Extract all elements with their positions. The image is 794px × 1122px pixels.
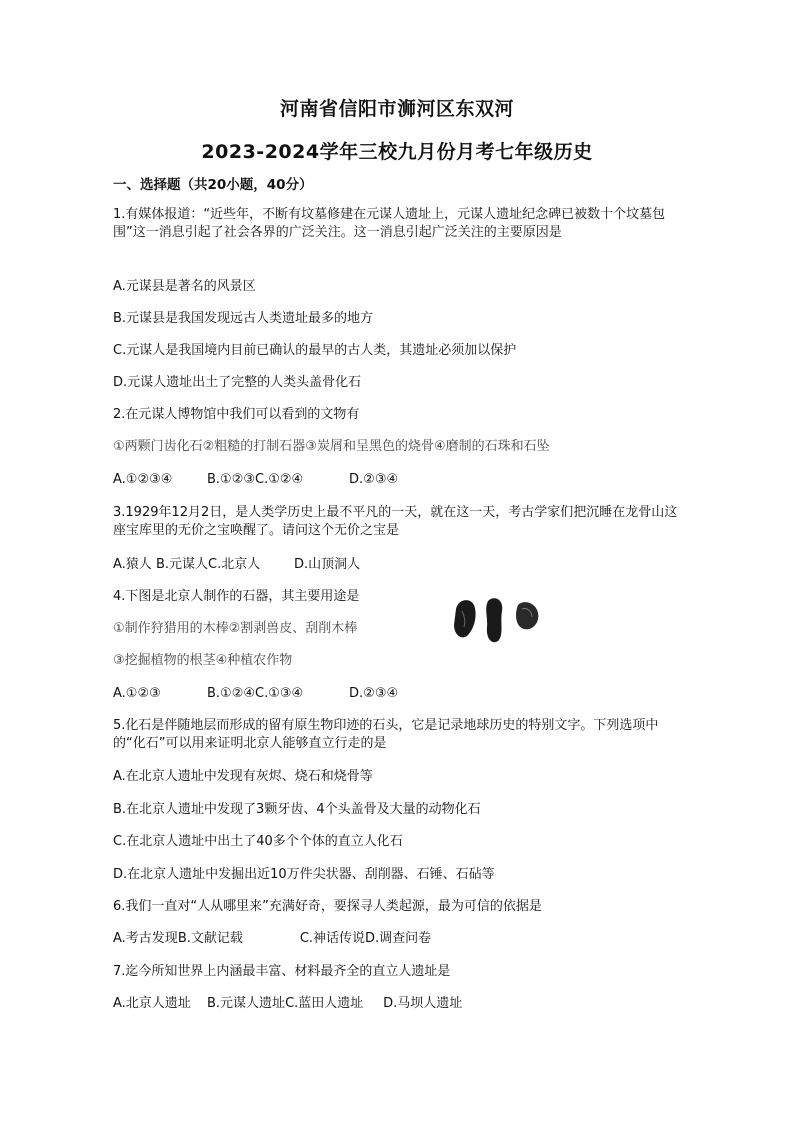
- stone-tools-icon: [452, 595, 542, 645]
- q4-option-c: C.①③④: [255, 686, 304, 701]
- q4-option-d: D.②③④: [349, 686, 399, 701]
- question-7-stem: 7.迄今所知世界上内涵最丰富、材料最齐全的直立人遗址是: [113, 964, 451, 979]
- q7-option-a: A.北京人遗址: [113, 996, 191, 1011]
- q4-options: [113, 685, 398, 703]
- q2-items: ①两颗门齿化石②粗糙的打制石器③炭屑和呈黑色的烧骨④磨制的石珠和石坠: [113, 439, 550, 454]
- q5-option-a: A.在北京人遗址中发现有灰烬、烧石和烧骨等: [113, 769, 373, 784]
- q6-option-d: D.调查问卷: [365, 931, 432, 946]
- q2-option-a: A.①②③④: [113, 472, 173, 487]
- q4-items-line2: ③挖掘植物的根茎④种植农作物: [113, 653, 293, 668]
- q3-option-d: D.山顶洞人: [294, 557, 361, 572]
- q3-option-a: A.猿人: [113, 557, 152, 572]
- q3-option-c: C.北京人: [208, 557, 261, 572]
- q2-option-d: D.②③④: [349, 472, 399, 487]
- q5-option-b: B.在北京人遗址中发现了3颗牙齿、4个头盖骨及大量的动物化石: [113, 802, 481, 817]
- doc-title-line2: 2023-2024学年三校九月份月考七年级历史: [201, 141, 593, 163]
- q1-option-c: C.元谋人是我国境内目前已确认的最早的古人类，其遗址必须加以保护: [113, 343, 517, 358]
- question-4-stem: 4.下图是北京人制作的石器，其主要用途是: [113, 589, 360, 604]
- q4-option-a: A.①②③: [113, 686, 161, 701]
- question-3-stem: 3.1929年12月2日，是人类学历史上最不平凡的一天，就在这一天，考古学家们把沉睡在龙骨山这座宝库里的无价之宝唤醒了。请问这个无价之宝是: [113, 505, 678, 538]
- q7-options: [113, 995, 462, 1013]
- q5-option-d: D.在北京人遗址中发掘出近10万件尖状器、刮削器、石锤、石砧等: [113, 867, 495, 882]
- q7-option-c: C.蓝田人遗址: [285, 996, 364, 1011]
- q6-options: [113, 930, 431, 948]
- question-1-stem: 1.有媒体报道：“近些年，不断有坟墓修建在元谋人遗址上，元谋人遗址纪念碑已被数十个坟墓包围”这一消息引起了社会各界的广泛关注。这一消息引起广泛关注的主要原因是: [113, 207, 666, 240]
- q6-option-a: A.考古发现: [113, 931, 178, 946]
- stone-tool-right: [516, 602, 538, 629]
- q3-option-b: B.元谋人: [155, 557, 209, 572]
- question-6-stem: 6.我们一直对“人从哪里来”充满好奇，要探寻人类起源，最为可信的依据是: [113, 899, 542, 914]
- q6-option-c: C.神话传说: [299, 931, 366, 946]
- q1-option-a: A.元谋县是著名的风景区: [113, 279, 256, 294]
- q1-option-d: D.元谋人遗址出土了完整的人类头盖骨化石: [113, 375, 362, 390]
- q7-option-d: D.马坝人遗址: [383, 996, 463, 1011]
- stone-tool-middle: [486, 598, 502, 642]
- q2-options: [113, 471, 398, 489]
- q5-option-c: C.在北京人遗址中出土了40多个个体的直立人化石: [113, 834, 403, 849]
- question-5-stem: 5.化石是伴随地层而形成的留有原生物印迹的石头，它是记录地球历史的特别文字。下列选项中的“化石”可以用来证明北京人能够直立行走的是: [113, 718, 659, 751]
- q6-option-b: B.文献记载: [177, 931, 243, 946]
- q4-option-b: B.①②④: [207, 686, 256, 701]
- q4-items-line1: ①制作狩猎用的木棒②割剥兽皮、刮削木棒: [113, 621, 358, 636]
- section-heading: 一、选择题（共20小题，40分）: [113, 177, 313, 193]
- q2-option-b: B.①②③: [207, 472, 256, 487]
- q1-option-b: B.元谋县是我国发现远古人类遗址最多的地方: [113, 311, 374, 326]
- doc-title-line1: 河南省信阳市浉河区东双河: [279, 98, 514, 120]
- q7-option-b: B.元谋人遗址: [207, 996, 286, 1011]
- q3-options: [113, 556, 360, 574]
- q2-option-c: C.①②④: [255, 472, 304, 487]
- question-2-stem: 2.在元谋人博物馆中我们可以看到的文物有: [113, 407, 360, 422]
